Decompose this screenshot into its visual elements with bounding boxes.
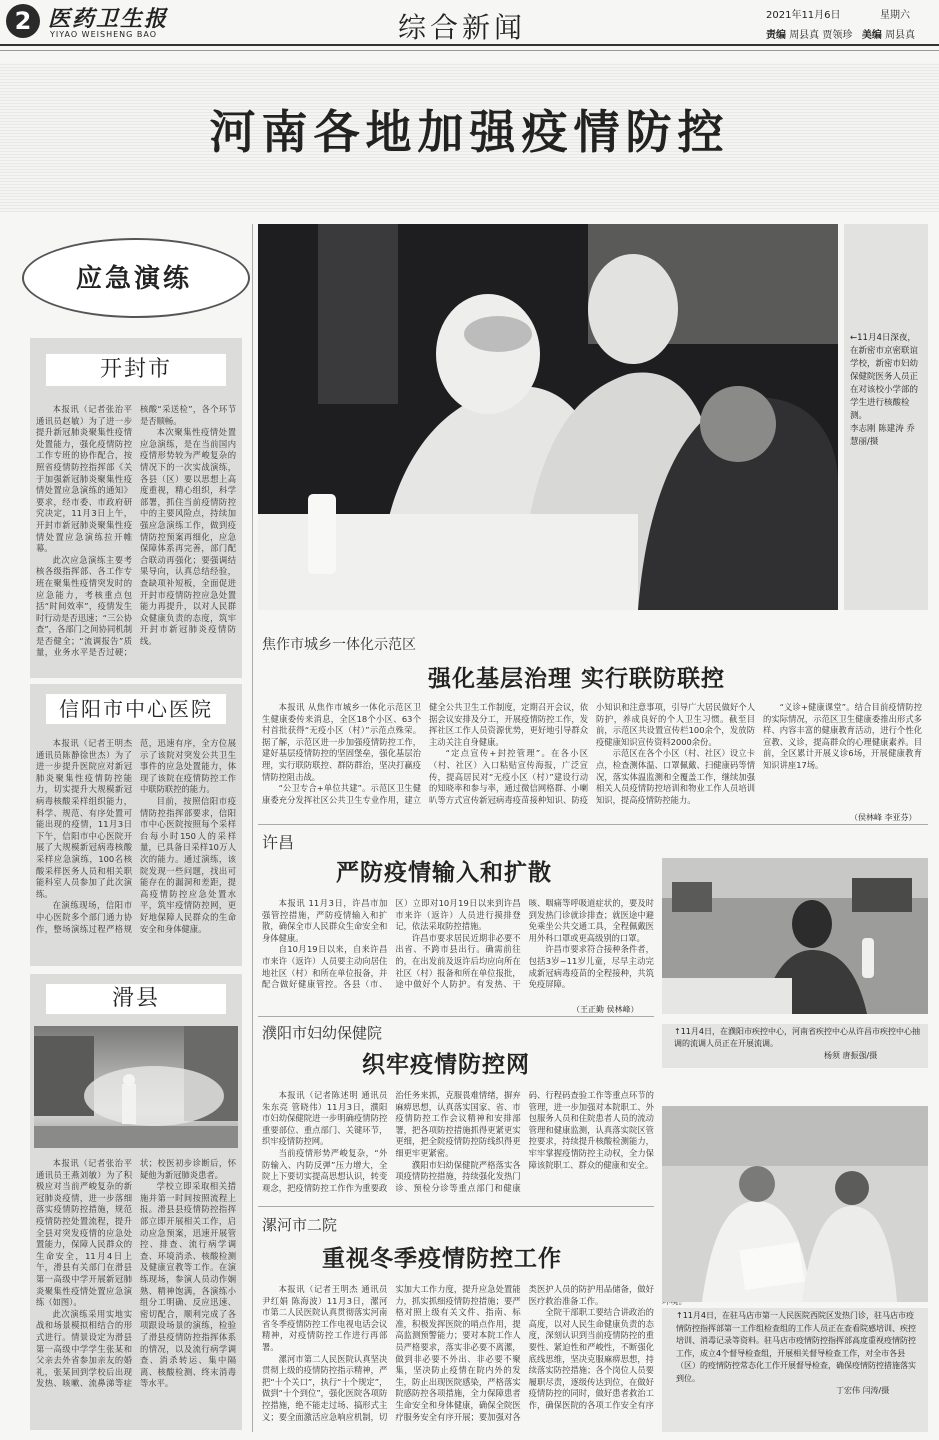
puyang-article xyxy=(262,1090,654,1200)
xinyang-title: 信阳市中心医院 xyxy=(46,694,226,724)
photo2-caption xyxy=(674,1026,924,1062)
paragraph: 学校立即采取相关措施并第一时间按照流程上报。滑县县疫情防控指挥部立即开展相关工作，启动应急预案，迅速开展管控、排查、流行病学调查、环境消杀、核酸检测及健康宣教等工作。在演练现场，参演人员动作娴熟、精神饱满，各演练小组分工明确、反应迅速、密切配合，顺利完成了各项跟设场景的演练，检验了滑县疫情防控指挥体系的情况，以及流行病学调查、消杀转运、集中隔离、核酸检测、终末消毒等水平。 xyxy=(140,1181,236,1389)
caption-text: ↑11月4日，在濮阳市疾控中心，河南省疾控中心从许昌市疾控中心抽调的流调人员正在开展流调。 xyxy=(674,1027,920,1048)
editor-label: 责编 xyxy=(766,30,786,41)
jiaozuo-title: 强化基层治理 实行联防联控 xyxy=(428,666,726,692)
paragraph: 此次演练采用实地实战和场景模拟相结合的形式进行。情景设定为滑县第一高级中学学生张某和父亲去外省参加亲友的婚礼，张某回到学校后出现发热、咳嗽、流鼻涕等症状；校医初步诊断后，怀疑他为新冠肺炎患者。 xyxy=(36,1158,236,1389)
photo1-caption xyxy=(850,332,922,449)
issue-weekday: 星期六 xyxy=(880,10,910,21)
jiaozuo-article xyxy=(262,702,922,812)
paragraph: 本报讯（记者王明杰 通讯员陈静徐世杰）为了进一步提升医院应对新冠肺炎聚集性疫情防控能力，切实提升大规模新冠病毒核酸采样组织能力，科学、规范、有序处置可能出现的疫情，11月3日下午，信阳市中心医院开展了大规模新冠病毒核酸采样应急演练，100名核酸采样医务人员和相关职能科室人员参加了此次演练。 xyxy=(36,738,132,899)
paragraph: 自10月19日以来，自来许昌市来许（返许）人员要主动向居住地社区（村）和所在单位报备，并配合做好健康管控。各县（市、区）立即对10月19日以来到许昌市来许（返许）人员进行摸排登记，依法采取防控措施。 xyxy=(262,898,521,990)
paragraph: 本次聚集性疫情处置应急演练，是在当前国内疫情形势较为严峻复杂的情况下的一次实战演练，各县（区）要以思想上高度重视，精心组织，科学部署，抓住当前疫情防控中的主要风险点，持续加强应急演练工作，做到疫情防控预案再细化，应急保障体系再完善，部门配合联动再强化；要强调结果导向，认真总结经验，查缺项补短板，全面促进开封市疫情防控应急处置能力再提升，以对人民群众健康负责的态度，筑牢开封市新冠肺炎疫情防线。 xyxy=(140,427,236,646)
paper-name-logo: 医药卫生报 xyxy=(48,6,169,32)
masthead xyxy=(0,0,939,46)
luohe-title: 重视冬季疫情防控工作 xyxy=(322,1246,562,1272)
jiaozuo-byline: （侯林峰 李亚芬） xyxy=(850,813,917,822)
editor-names: 周县真 贾领珍 xyxy=(789,30,853,41)
office-scene-illustration xyxy=(662,858,928,1014)
epidemiology-photo xyxy=(662,858,928,1014)
disinfection-scene-illustration xyxy=(34,1026,238,1148)
paragraph: 此次应急演练主要考核各级指挥部、各工作专班在聚集性疫情突发时的应急能力，考核重点包括“时间效率”，疫情发生时行动是否迅速；“三公协查”，各部门之间协同机制是否健全；“流调报告”质量，业务水平是否过硬；核酸“采送检”，各个环节是否顺畅。 xyxy=(36,404,236,658)
paragraph: 许昌市要求符合接种条件者，包括3岁~11岁儿童，尽早主动完成新冠病毒疫苗的全程接种，共筑免疫屏障。 xyxy=(528,944,654,990)
xuchang-byline: （王正勤 侯林峰） xyxy=(572,1005,639,1014)
nucleic-test-photo xyxy=(258,224,838,610)
paragraph: 全院干部职工要结合讲政治的高度，以对人民生命健康负责的态度，深刻认识到当前疫情防控的重要性、紧迫性和严峻性，不断强化底线思维，坚决克服麻痹思想，持续落实防控措施；各个岗位人员要履职尽责，逐级传达到位，在做好疫情防控的同时，做好患者救治工作，确保医院的各项工作安全有序 xyxy=(528,1307,654,1410)
luohe-article xyxy=(262,1284,654,1432)
kaifeng-article xyxy=(36,404,236,672)
photo-credit: 丁宏伟 闫涛/摄 xyxy=(836,1386,890,1395)
paragraph: 本报讯（记者张治平 通讯员赵敏）为了进一步提升新冠肺炎聚集性疫情处置能力，强化疫情防控工作专班的协作配合，按照省疫情防控指挥部《关于加强新冠肺炎聚集性疫情处置应急演练的通知》要求，经市委、市政府研究决定，11月3日上午，开封市新冠肺炎聚集性疫情处置应急演练拉开帷幕。 xyxy=(36,404,132,554)
huaxian-article xyxy=(36,1158,236,1426)
luohe-subhead: 漯河市二院 xyxy=(262,1216,338,1234)
main-headline: 河南各地加强疫情防控 xyxy=(209,105,730,159)
kaifeng-title: 开封市 xyxy=(46,354,226,386)
puyang-title: 织牢疫情防控网 xyxy=(362,1052,530,1078)
masthead-divider xyxy=(0,50,939,51)
photo-credit: 杨须 唐振强/摄 xyxy=(824,1051,878,1060)
paragraph: 本报讯 11月3日，许昌市加强管控措施，严防疫情输入和扩散，确保全市人民群众生命安全和身体健康。 xyxy=(262,898,388,943)
paragraph: 本报讯（记者张治平 通讯员王燕刘敏）为了积极应对当前严峻复杂的新冠肺炎疫情，进一步落细落实疫情防控措施，规范疫情防控处置流程，提升全县对突发疫情的应急处置能力，保障人民群众的生命安全，11月4日上午，滑县有关部门在滑县第一高级中学开展新冠肺炎聚集性疫情处置应急演练（如图）。 xyxy=(36,1158,132,1308)
paragraph: 目前，按照信阳市疫情防控指挥部要求，信阳市中心医院按照每个采样台每小时150人的采样量，已具备日采样10万人次的能力。通过演练，该院发现一些问题，找出可能存在的漏洞和差距，提高疫情防控应急处置水平，筑牢疫情防控网，更好地保障人民群众的生命安全和身体健康。 xyxy=(140,795,236,934)
page-number: 2 xyxy=(6,4,40,38)
xuchang-title: 严防疫情输入和扩散 xyxy=(336,860,552,886)
issue-date: 2021年11月6日 xyxy=(766,10,841,21)
paragraph: 许昌市要求居民近期非必要不出省、不跨市县出行。确需前往的，在出发前及返许后均应向所在社区（村）报备和所在单位报批，途中做好个人防护。有发热、干咳、咽痛等呼吸道症状的，要及时到发热门诊就诊排查；就医途中避免乘坐公共交通工具，全程佩戴医用外科口罩或更高级别的口罩。 xyxy=(395,898,654,990)
article-divider xyxy=(258,1016,654,1017)
editors-line xyxy=(766,26,915,41)
paragraph: 本报讯（记者王明杰 通讯员尹红娟 陈海波）11月3日，漯河市第二人民医院认真贯彻落实河南省冬季疫情防控工作电视电话会议精神，对疫情防控工作进行再部署。 xyxy=(262,1284,388,1352)
xuchang-article xyxy=(262,898,654,1006)
huaxian-title: 滑县 xyxy=(46,984,226,1014)
xinyang-article xyxy=(36,738,236,962)
paragraph: 本报讯（记者陈述明 通讯员朱东亮 管晓伟）11月3日，濮阳市妇幼保健院进一步明确疫情防控重要部位、重点部门、关键环节，织牢疫情防控网。 xyxy=(262,1090,388,1147)
column-divider xyxy=(252,224,253,1432)
section-title: 综合新闻 xyxy=(398,11,527,44)
paper-name-en: YIYAO WEISHENG BAO xyxy=(50,30,157,39)
xuchang-subhead: 许昌 xyxy=(262,833,295,852)
design-label: 美编 xyxy=(861,30,882,41)
nucleic-test-illustration xyxy=(258,224,838,610)
inspection-scene-illustration xyxy=(662,1106,928,1302)
paragraph: 在演练现场，信阳市中心医院多个部门通力协作，整场演练过程严格规范，迅速有序，全方位展示了该院对突发公共卫生事件的应急处置能力，体现了该院在疫情防控工作中联防联控的能力。 xyxy=(36,738,236,934)
article-divider xyxy=(258,1206,654,1207)
puyang-subhead: 濮阳市妇幼保健院 xyxy=(262,1024,383,1042)
paragraph: “义诊+健康课堂”。结合目前疫情防控的实际情况，示范区卫生健康委推出形式多样、内容丰富的健康教育活动，进行个性化宣教、义诊，提高群众的心理健康素养。目前，全区累计开展义诊6场，开展健康教育知识讲座17场。 xyxy=(763,702,922,770)
section-label: 应急演练 xyxy=(75,264,192,294)
paragraph: 示范区在各个小区（村、社区）设立卡点，检查测体温、口罩佩戴、扫健康码等情况，落实体温监测和全覆盖工作，继续加强相关人员疫情防控培训和物业工作人员培训知识，提高疫情防控能力。 xyxy=(596,748,755,805)
inspection-photo xyxy=(662,1106,928,1302)
caption-text: ↑11月4日，在驻马店市第一人民医院西院区发热门诊，驻马店市疫情防控指挥部第一工作组检查组的工作人员正在查看院感培训、疾控培训、消毒记录等资料。驻马店市疫情防控指挥部高度重视疫情防控工作，成立4个督导检查组，开展相关督导检查工作，对全市各县（区）的疫情防控常态化工作开展督导检查，确保疫情防控措施落实到位。 xyxy=(676,1311,916,1383)
paragraph: “定点宣传+封控管理”。在各小区（村、社区）入口粘贴宣传海报，广泛宣传，提高居民对“无疫小区（村）”建设行动的知晓率和参与率，通过微信网格群、小喇叭等方式宣传新冠病毒疫苗接种知识、防疫小知识和注意事项，引导广大居民做好个人防护，养成良好的个人卫生习惯。截至目前，示范区共设置宣传栏100余个，发放防疫健康知识宣传资料2000余份。 xyxy=(429,702,755,805)
paragraph: 本报讯 从焦作市城乡一体化示范区卫生健康委传来消息，全区18个小区、63个村首批获得“无疫小区（村）”示范点殊荣。据了解，示范区进一步加强疫情防控工作，建好基层疫情防控的坚固堡垒，强化基层治理，实行联防联控、群防群治，坚决打赢疫情防控阻击战。 xyxy=(262,702,421,782)
paragraph: “公卫专合+单位共建”。示范区卫生健康委充分发挥社区公共卫生专业作用，建立健全公共卫生工作制度，定期召开会议，依据会议安排及分工，开展疫情防控工作，发挥社区工作人员资源优势，更好地引导群众主动关注自身健康。 xyxy=(262,702,588,805)
article-divider xyxy=(258,824,928,825)
paragraph: 漯河市第二人民医院认真坚决贯彻上级的疫情防控指示精神，严把“十个关口”，执行“十个规定”，做到“十个到位”，强化医院各项防控措施，绝不能走过场、搞形式主义；要全面激活应急响应机制，切实加大工作力度，提升应急处置能力，抓实抓细疫情防控措施；要严格对照上级有关文件、指南、标准，积极发挥医院的哨点作用，提高监测预警能力；要对本院工作人员严格要求，落实非必要不离漯，做到非必要不外出、非必要不聚集，坚决防止疫情在院内外的发生，防止出现医院感染，严格落实院感防控各项措施，全力保障患者生命安全和身体健康，确保全院医疗服务安全有序开展；要加强对各类医护人员的防护用品储备，做好医疗救治准备工作。 xyxy=(262,1284,654,1422)
huaxian-drill-photo xyxy=(34,1026,238,1148)
photo3-caption xyxy=(676,1310,916,1398)
paragraph: 当前疫情形势严峻复杂，“外防输入、内防反弹”压力增大，全院上下要切实提高思想认识，转变观念，把疫情防控工作作为重要政治任务来抓，克服畏难情绪，摒弃麻痹思想，认真落实国家、省、市疫情防控工作会议精神和安排部署，把各项防控措施抓得更紧更实更细，把全院疫情防控防线织得更细更牢更紧密。 xyxy=(262,1090,521,1193)
caption-text: ←11月4日深夜，在新密市京密联谊学校，新密市妇幼保健院医务人员正在对该校小学部的学生进行核酸检测。 xyxy=(850,333,919,421)
paragraph: 濮阳市妇幼保健院严格落实各项疫情防控措施，持续强化发热门诊、预检分诊等重点部门和健康码、行程码查验工作等重点环节的管理，进一步加强对本院职工、外包服务人员和住院患者人员的流动管理和健康监测，认真落实院区管控要求，持续提升核酸检测能力，牢牢掌握疫情防控主动权，全力保障该院职工、群众的健康和安全。 xyxy=(395,1090,654,1193)
jiaozuo-subhead: 焦作市城乡一体化示范区 xyxy=(262,637,416,653)
designer-name: 周县真 xyxy=(885,30,916,41)
photo-credit: 李志刚 陈建涛 乔慧丽/摄 xyxy=(850,424,915,447)
